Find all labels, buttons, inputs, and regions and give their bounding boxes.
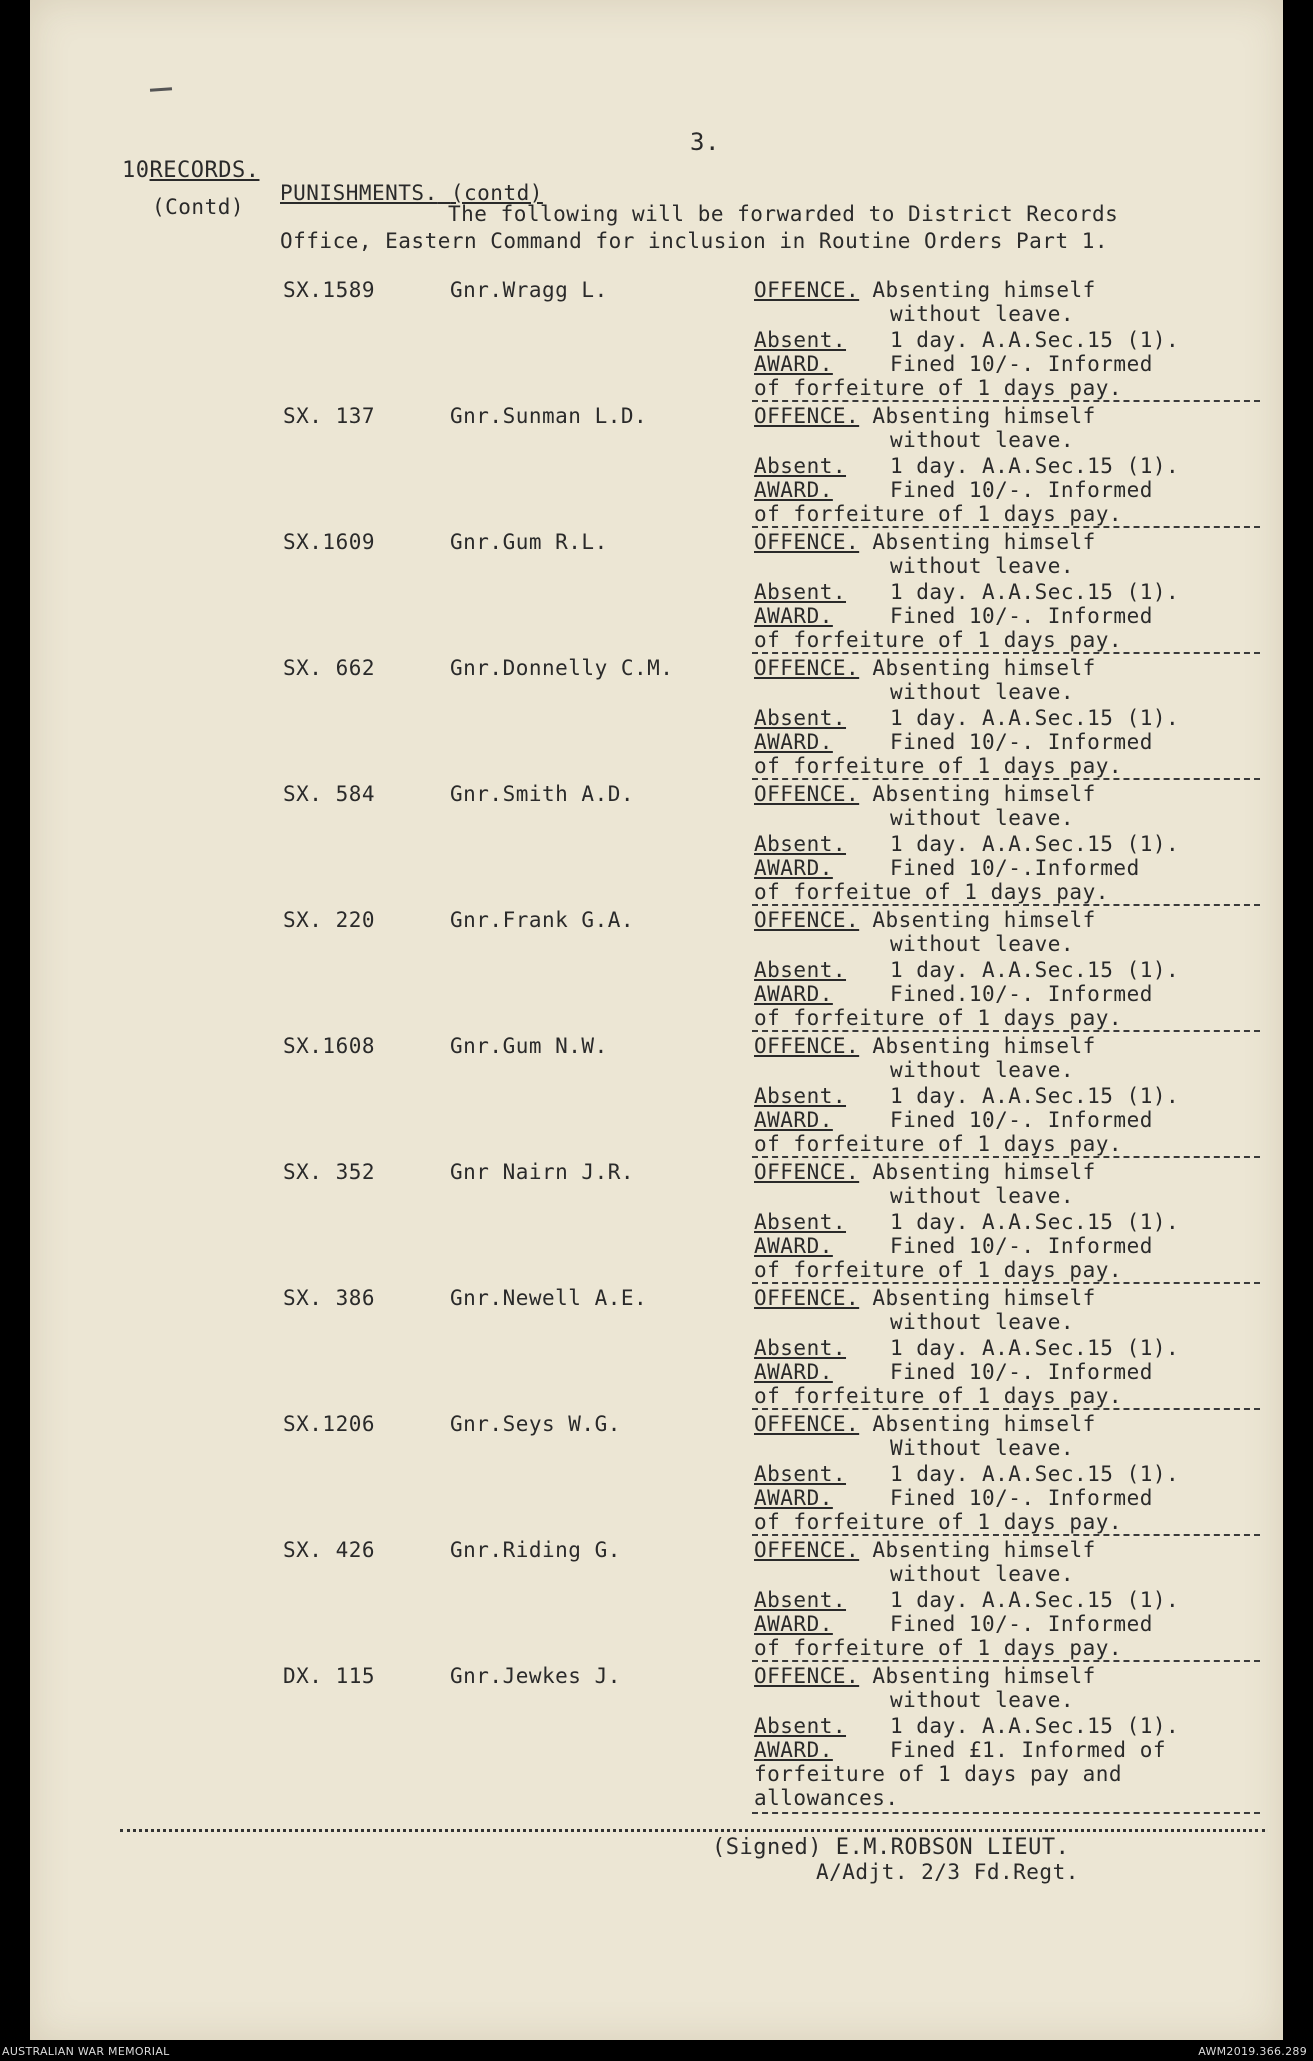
offence-text: Absenting himself (872, 1034, 1096, 1058)
award-text: Fined 10/-. Informed (890, 1612, 1153, 1636)
award-text-continued: of forfeiture of 1 days pay. (754, 376, 1123, 400)
punishment-entry (30, 1278, 1283, 1408)
offence-text-continued: without leave. (890, 806, 1075, 830)
absent-label: Absent. (754, 580, 847, 604)
absent-text: 1 day. A.A.Sec.15 (1). (890, 1336, 1180, 1360)
offence-label: OFFENCE. (754, 1538, 860, 1562)
absent-text: 1 day. A.A.Sec.15 (1). (890, 832, 1180, 856)
award-label: AWARD. (754, 604, 833, 628)
service-number: DX. 115 (283, 1664, 376, 1688)
offence-row (754, 1034, 1096, 1058)
offence-label: OFFENCE. (754, 1034, 860, 1058)
award-label: AWARD. (754, 1486, 833, 1510)
punishment-entry (30, 1026, 1283, 1156)
soldier-name: Gnr.Wragg L. (450, 278, 608, 302)
soldier-name: Gnr.Seys W.G. (450, 1412, 621, 1436)
offence-label: OFFENCE. (754, 278, 860, 302)
award-text: Fined 10/-. Informed (890, 478, 1153, 502)
absent-label: Absent. (754, 1084, 847, 1108)
offence-row (754, 1412, 1096, 1436)
soldier-name: Gnr.Frank G.A. (450, 908, 635, 932)
absent-text: 1 day. A.A.Sec.15 (1). (890, 454, 1180, 478)
award-text: Fined 10/-. Informed (890, 604, 1153, 628)
award-text: Fined 10/-. Informed (890, 1234, 1153, 1258)
award-text: Fined 10/-. Informed (890, 730, 1153, 754)
offence-text-continued: without leave. (890, 302, 1075, 326)
absent-label: Absent. (754, 1210, 847, 1234)
award-label: AWARD. (754, 730, 833, 754)
absent-label: Absent. (754, 1336, 847, 1360)
absent-text: 1 day. A.A.Sec.15 (1). (890, 1714, 1180, 1738)
service-number: SX.1589 (283, 278, 376, 302)
award-text: Fined 10/-. Informed (890, 1360, 1153, 1384)
award-text-continued: of forfeitue of 1 days pay. (754, 880, 1109, 904)
intro-line-1: The following will be forwarded to District Records (448, 202, 1119, 226)
award-label: AWARD. (754, 1738, 833, 1762)
subheading-title: PUNISHMENTS. (280, 181, 438, 205)
award-label: AWARD. (754, 352, 833, 376)
offence-text-continued: without leave. (890, 1058, 1075, 1082)
entry-separator (752, 1812, 1260, 1814)
offence-text: Absenting himself (872, 782, 1096, 806)
award-text: Fined 10/-.Informed (890, 856, 1140, 880)
offence-row (754, 1538, 1096, 1562)
signature-line: (Signed) E.M.ROBSON LIEUT. (712, 1835, 1070, 1860)
offence-text: Absenting himself (872, 1664, 1096, 1688)
signature-title: A/Adjt. 2/3 Fd.Regt. (816, 1860, 1079, 1884)
offence-text-continued: without leave. (890, 1310, 1075, 1334)
absent-text: 1 day. A.A.Sec.15 (1). (890, 580, 1180, 604)
service-number: SX. 662 (283, 656, 376, 680)
offence-text: Absenting himself (872, 656, 1096, 680)
soldier-name: Gnr.Sunman L.D. (450, 404, 648, 428)
offence-label: OFFENCE. (754, 1664, 860, 1688)
offence-row (754, 530, 1096, 554)
absent-text: 1 day. A.A.Sec.15 (1). (890, 1588, 1180, 1612)
award-label: AWARD. (754, 1612, 833, 1636)
service-number: SX. 386 (283, 1286, 376, 1310)
offence-label: OFFENCE. (754, 656, 860, 680)
offence-text: Absenting himself (872, 278, 1096, 302)
award-label: AWARD. (754, 478, 833, 502)
award-label: AWARD. (754, 982, 833, 1006)
punishment-list (30, 0, 1283, 2040)
offence-label: OFFENCE. (754, 782, 860, 806)
offence-text-continued: without leave. (890, 932, 1075, 956)
offence-text: Absenting himself (872, 1538, 1096, 1562)
award-text: Fined.10/-. Informed (890, 982, 1153, 1006)
offence-text-continued: without leave. (890, 1562, 1075, 1586)
service-number: SX. 584 (283, 782, 376, 806)
absent-text: 1 day. A.A.Sec.15 (1). (890, 1210, 1180, 1234)
award-text-continued: of forfeiture of 1 days pay. (754, 754, 1123, 778)
offence-text-continued: without leave. (890, 1688, 1075, 1712)
service-number: SX. 220 (283, 908, 376, 932)
service-number: SX. 137 (283, 404, 376, 428)
offence-row (754, 908, 1096, 932)
service-number: SX.1206 (283, 1412, 376, 1436)
absent-text: 1 day. A.A.Sec.15 (1). (890, 706, 1180, 730)
absent-label: Absent. (754, 454, 847, 478)
section-contd: (Contd) (152, 195, 245, 219)
award-text-continued: of forfeiture of 1 days pay. (754, 502, 1123, 526)
document-page (30, 0, 1283, 2040)
award-label: AWARD. (754, 1234, 833, 1258)
offence-label: OFFENCE. (754, 404, 860, 428)
service-number: SX. 352 (283, 1160, 376, 1184)
award-text: Fined 10/-. Informed (890, 352, 1153, 376)
absent-label: Absent. (754, 1462, 847, 1486)
soldier-name: Gnr.Riding G. (450, 1538, 621, 1562)
award-text-continued: of forfeiture of 1 days pay. (754, 1510, 1123, 1534)
punishment-entry (30, 648, 1283, 778)
soldier-name: Gnr Nairn J.R. (450, 1160, 635, 1184)
punishment-entry (30, 1656, 1283, 1810)
offence-text: Absenting himself (872, 1160, 1096, 1184)
section-number: 10 (122, 158, 150, 183)
offence-text-continued: without leave. (890, 428, 1075, 452)
punishment-entry (30, 900, 1283, 1030)
footer-institution: AUSTRALIAN WAR MEMORIAL (2, 2045, 170, 2058)
punishment-entry (30, 1152, 1283, 1282)
offence-text: Absenting himself (872, 908, 1096, 932)
award-text: Fined 10/-. Informed (890, 1486, 1153, 1510)
award-text-continued: of forfeiture of 1 days pay. (754, 1384, 1123, 1408)
subheading-note: (contd) (450, 181, 543, 205)
offence-text: Absenting himself (872, 530, 1096, 554)
offence-text: Absenting himself (872, 1412, 1096, 1436)
punishment-entry (30, 1404, 1283, 1534)
absent-text: 1 day. A.A.Sec.15 (1). (890, 328, 1180, 352)
absent-label: Absent. (754, 1588, 847, 1612)
punishment-entry (30, 270, 1283, 400)
soldier-name: Gnr.Smith A.D. (450, 782, 635, 806)
offence-text: Absenting himself (872, 404, 1096, 428)
offence-row (754, 1286, 1096, 1310)
absent-label: Absent. (754, 832, 847, 856)
award-text-continued: of forfeiture of 1 days pay. (754, 1636, 1123, 1660)
soldier-name: Gnr.Gum R.L. (450, 530, 608, 554)
soldier-name: Gnr.Donnelly C.M. (450, 656, 674, 680)
service-number: SX. 426 (283, 1538, 376, 1562)
absent-label: Absent. (754, 706, 847, 730)
absent-label: Absent. (754, 958, 847, 982)
offence-row (754, 278, 1096, 302)
offence-text-continued: Without leave. (890, 1436, 1075, 1460)
award-text: Fined 10/-. Informed (890, 1108, 1153, 1132)
absent-label: Absent. (754, 328, 847, 352)
absent-text: 1 day. A.A.Sec.15 (1). (890, 1084, 1180, 1108)
offence-row (754, 404, 1096, 428)
absent-label: Absent. (754, 1714, 847, 1738)
absent-text: 1 day. A.A.Sec.15 (1). (890, 958, 1180, 982)
offence-row (754, 1664, 1096, 1688)
offence-label: OFFENCE. (754, 908, 860, 932)
absent-text: 1 day. A.A.Sec.15 (1). (890, 1462, 1180, 1486)
service-number: SX.1609 (283, 530, 376, 554)
service-number: SX.1608 (283, 1034, 376, 1058)
offence-row (754, 782, 1096, 806)
punishment-entry (30, 774, 1283, 904)
award-label: AWARD. (754, 856, 833, 880)
offence-label: OFFENCE. (754, 1286, 860, 1310)
offence-text: Absenting himself (872, 1286, 1096, 1310)
offence-text-continued: without leave. (890, 554, 1075, 578)
award-text-continued-2: allowances. (754, 1786, 899, 1810)
intro-line-2: Office, Eastern Command for inclusion in Routine Orders Part 1. (280, 229, 1109, 253)
award-text: Fined £1. Informed of (890, 1738, 1167, 1762)
award-text-continued: of forfeiture of 1 days pay. (754, 1006, 1123, 1030)
offence-label: OFFENCE. (754, 1412, 860, 1436)
punishment-entry (30, 522, 1283, 652)
offence-label: OFFENCE. (754, 530, 860, 554)
offence-text-continued: without leave. (890, 680, 1075, 704)
offence-row (754, 1160, 1096, 1184)
award-text-continued: of forfeiture of 1 days pay. (754, 1132, 1123, 1156)
soldier-name: Gnr.Newell A.E. (450, 1286, 648, 1310)
offence-label: OFFENCE. (754, 1160, 860, 1184)
punishment-entry (30, 396, 1283, 526)
footer-reference: AWM2019.366.289 (1198, 2045, 1307, 2058)
soldier-name: Gnr.Jewkes J. (450, 1664, 621, 1688)
award-label: AWARD. (754, 1108, 833, 1132)
offence-row (754, 656, 1096, 680)
punishment-entry (30, 1530, 1283, 1660)
page-number: 3. (690, 128, 720, 156)
award-text-continued: of forfeiture of 1 days pay. (754, 1258, 1123, 1282)
closing-rule (120, 1829, 1265, 1832)
section-title: RECORDS. (149, 158, 260, 183)
offence-text-continued: without leave. (890, 1184, 1075, 1208)
award-label: AWARD. (754, 1360, 833, 1384)
award-text-continued: of forfeiture of 1 days pay. (754, 628, 1123, 652)
award-text-continued: forfeiture of 1 days pay and (754, 1762, 1123, 1786)
soldier-name: Gnr.Gum N.W. (450, 1034, 608, 1058)
